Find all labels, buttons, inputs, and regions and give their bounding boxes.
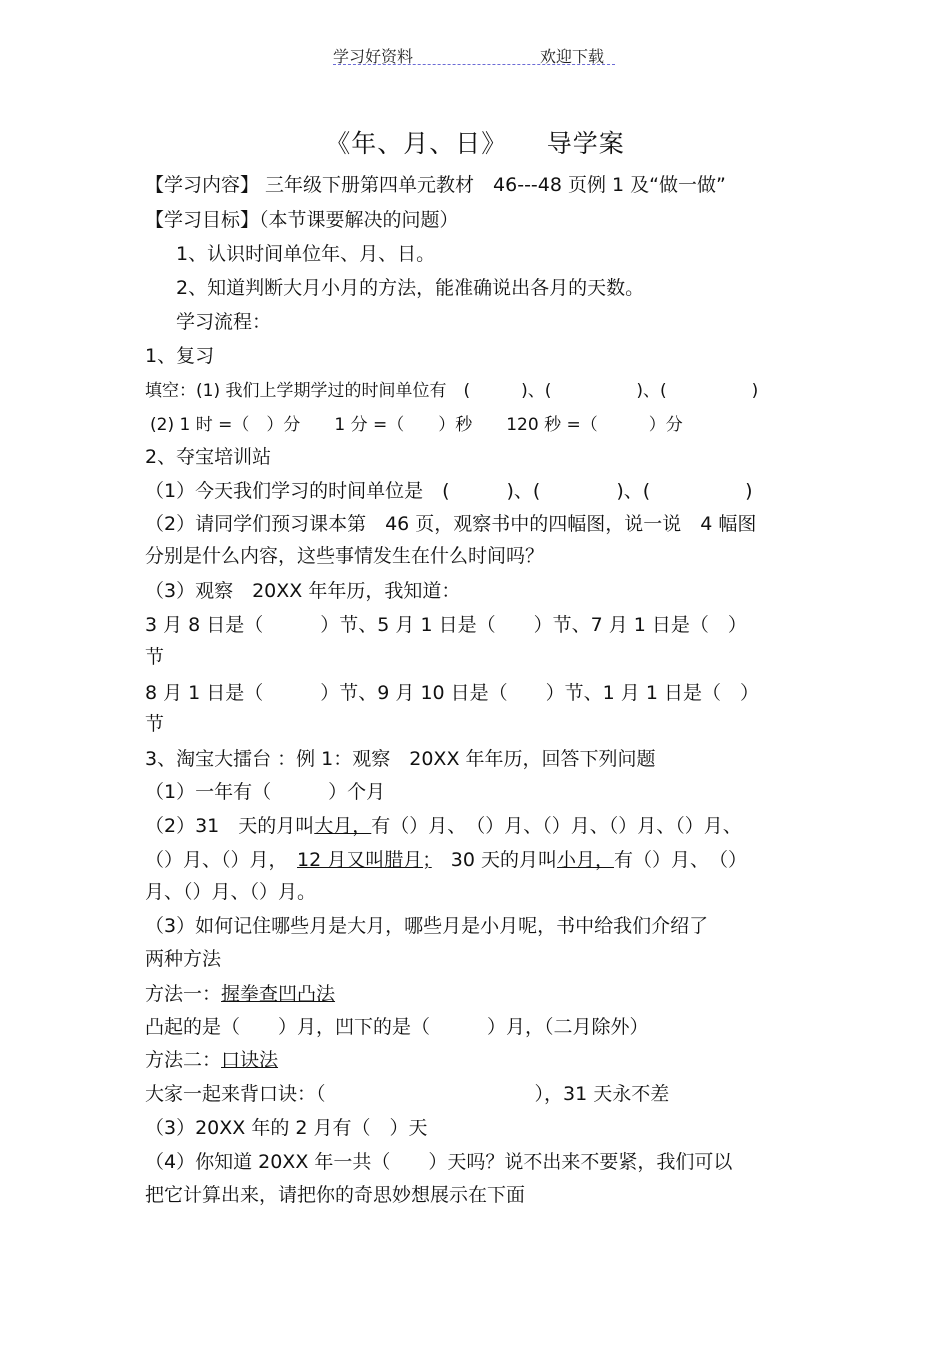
line-section-1: 1、复习 xyxy=(145,345,215,367)
line-q2-cont: 分别是什么内容，这些事情发生在什么时间吗？ xyxy=(145,545,545,567)
line-goal-1: 1、认识时间单位年、月、日。 xyxy=(176,243,436,265)
underlined-term: 口诀法 xyxy=(221,1049,279,1071)
line-s3-q2-cont xyxy=(145,847,747,873)
text-segment: （2）31 天的月叫 xyxy=(145,815,315,837)
line-method-2-fill: 大家一起来背口诀：（ ），31 天永不差 xyxy=(145,1083,670,1105)
line-year-days: （4）你知道 20XX 年一共（ ）天吗？说不出来不要紧，我们可以 xyxy=(145,1151,733,1173)
line-q1: （1）今天我们学习的时间单位是 ( )、( )、( ) xyxy=(145,480,753,502)
line-method-2 xyxy=(145,1047,278,1073)
text-segment: 有（）月、 （） xyxy=(613,849,747,871)
line-feb-days: （3）20XX 年的 2 月有（ ）天 xyxy=(145,1117,428,1139)
underlined-term: 大月， xyxy=(314,815,372,837)
line-s3-q3: （3）如何记住哪些月是大月，哪些月是小月呢，书中给我们介绍了 xyxy=(145,915,709,937)
underlined-term: 12 月又叫腊月； xyxy=(297,849,432,871)
underlined-term: 握拳查凹凸法 xyxy=(221,983,336,1005)
line-year-days-cont: 把它计算出来，请把你的奇思妙想展示在下面 xyxy=(145,1184,526,1206)
line-s3-q2-end: 月、（）月、（）月。 xyxy=(145,881,317,903)
line-learning-content: 【学习内容】 三年级下册第四单元教材 46---48 页例 1 及“做一做” xyxy=(145,174,726,196)
text-segment: 30 天的月叫 xyxy=(431,849,557,871)
line-learning-goal: 【学习目标】（本节课要解决的问题） xyxy=(145,209,459,231)
text-segment: 有（）月、 （）月、（）月、（）月、（）月、 xyxy=(371,815,742,837)
line-section-2: 2、夺宝培训站 xyxy=(145,446,272,468)
header-left-text: 学习好资料 xyxy=(333,47,414,66)
line-goal-2: 2、知道判断大月小月的方法，能准确说出各月的天数。 xyxy=(176,277,645,299)
line-method-1 xyxy=(145,981,335,1007)
line-q2: （2）请同学们预习课本第 46 页，观察书中的四幅图，说一说 4 幅图 xyxy=(145,513,757,535)
line-fill-2: (2) 1 时 =（ ）分 1 分 =（ ）秒 120 秒 =（ ）分 xyxy=(150,415,683,435)
line-q3: （3）观察 20XX 年年历，我知道： xyxy=(145,580,461,602)
header-right-text: 欢迎下载 xyxy=(540,47,605,66)
line-fill-1: 填空：(1) 我们上学期学过的时间单位有 ( )、( )、( ) xyxy=(145,381,759,401)
line-holidays-1: 3 月 8 日是（ ）节、5 月 1 日是（ ）节、7 月 1 日是（ ） xyxy=(145,614,747,636)
page-title: 《年、月、日》 导学案 xyxy=(325,129,625,158)
line-s3-q1: （1）一年有（ ）个月 xyxy=(145,781,386,803)
line-holidays-1-end: 节 xyxy=(145,646,165,668)
underlined-term: 小月， xyxy=(556,849,614,871)
line-s3-q2 xyxy=(145,813,742,839)
text-segment: （）月、（）月， xyxy=(145,849,298,871)
line-section-3: 3、淘宝大擂台 ：例 1：观察 20XX 年年历，回答下列问题 xyxy=(145,748,656,770)
line-s3-q3-cont: 两种方法 xyxy=(145,948,222,970)
line-holidays-2-end: 节 xyxy=(145,713,165,735)
header-divider xyxy=(333,64,615,65)
line-holidays-2: 8 月 1 日是（ ）节、9 月 10 日是（ ）节、1 月 1 日是（ ） xyxy=(145,682,759,704)
text-segment: 方法二： xyxy=(145,1049,222,1071)
text-segment: 方法一： xyxy=(145,983,222,1005)
line-method-1-fill: 凸起的是（ ）月，凹下的是（ ）月，（二月除外） xyxy=(145,1016,649,1038)
line-learning-flow: 学习流程： xyxy=(176,311,272,333)
